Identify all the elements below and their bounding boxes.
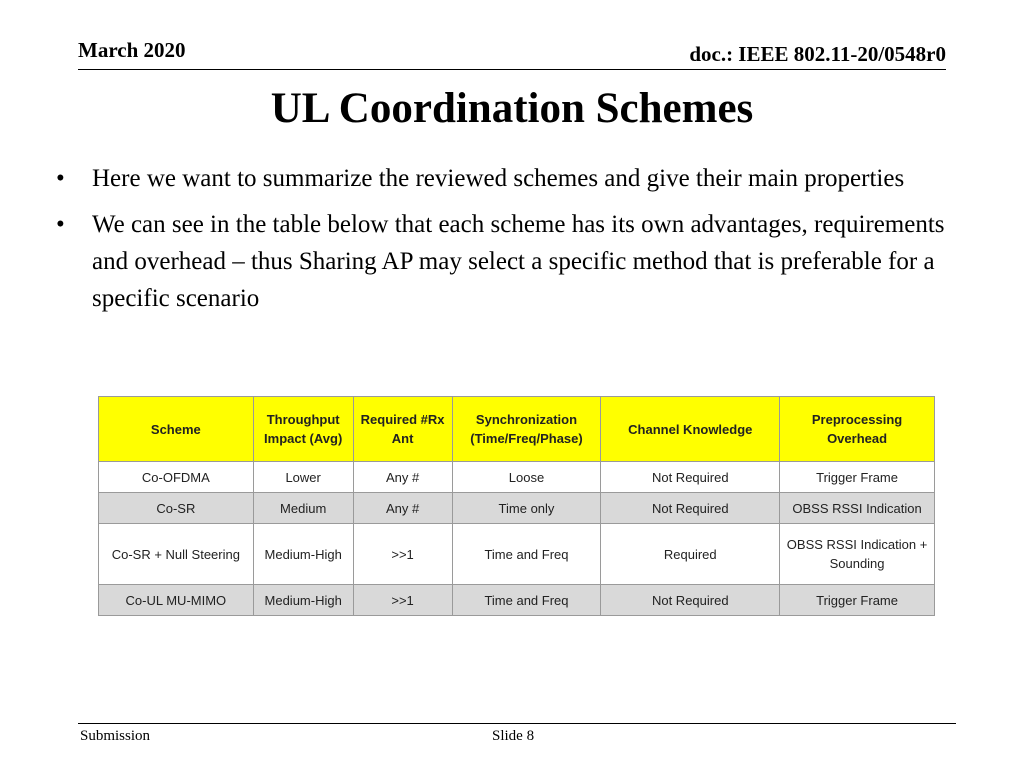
footer-submission: Submission [80, 728, 151, 744]
table-cell: >>1 [353, 585, 452, 616]
table-cell: >>1 [353, 524, 452, 585]
table-row [99, 493, 935, 524]
col-header-channel: Channel Knowledge [601, 397, 780, 462]
table-cell: Not Required [601, 493, 780, 524]
table-cell: Co-UL MU-MIMO [99, 585, 254, 616]
table-cell: Time and Freq [452, 524, 601, 585]
footer-slide-number: Slide 8 [492, 728, 535, 744]
table-cell: Medium-High [253, 585, 353, 616]
col-header-scheme: Scheme [99, 397, 254, 462]
table-cell: Not Required [601, 585, 780, 616]
bullet-item [56, 160, 966, 197]
bullet-text: We can see in the table below that each scheme has its own advantages, requirements and overhead – thus Sharing AP may select a specific method that is preferable for a specific scenario [92, 211, 945, 312]
col-header-throughput: Throughput Impact (Avg) [253, 397, 353, 462]
table-row [99, 524, 935, 585]
table-row [99, 585, 935, 616]
slide-title: UL Coordination Schemes [270, 85, 754, 132]
schemes-table [98, 396, 935, 616]
table-cell: Lower [253, 462, 353, 493]
table-cell: Co-SR + Null Steering [99, 524, 254, 585]
col-header-rx-ant: Required #Rx Ant [353, 397, 452, 462]
table-row [99, 462, 935, 493]
table-cell: Any # [353, 493, 452, 524]
header-date: March 2020 [78, 38, 186, 62]
bullet-icon: • [56, 211, 65, 238]
table-cell: Time and Freq [452, 585, 601, 616]
bullet-item [56, 206, 966, 317]
header-divider [78, 69, 946, 70]
table-cell: Trigger Frame [780, 585, 935, 616]
col-header-sync: Synchronization (Time/Freq/Phase) [452, 397, 601, 462]
table-header-row [99, 397, 935, 462]
table-cell: Time only [452, 493, 601, 524]
table-cell: Trigger Frame [780, 462, 935, 493]
table-cell: Medium [253, 493, 353, 524]
bullet-list [56, 160, 966, 326]
table-cell: Loose [452, 462, 601, 493]
bullet-text: Here we want to summarize the reviewed schemes and give their main properties [92, 165, 905, 192]
bullet-icon: • [56, 165, 65, 192]
table-cell: Not Required [601, 462, 780, 493]
header-doc-id: doc.: IEEE 802.11-20/0548r0 [689, 42, 946, 66]
table-cell: Co-SR [99, 493, 254, 524]
table-cell: Required [601, 524, 780, 585]
table-cell: OBSS RSSI Indication [780, 493, 935, 524]
table-cell: Medium-High [253, 524, 353, 585]
table-cell: Co-OFDMA [99, 462, 254, 493]
col-header-overhead: Preprocessing Overhead [780, 397, 935, 462]
table-cell: OBSS RSSI Indication + Sounding [780, 524, 935, 585]
table-cell: Any # [353, 462, 452, 493]
footer-divider [78, 723, 956, 724]
